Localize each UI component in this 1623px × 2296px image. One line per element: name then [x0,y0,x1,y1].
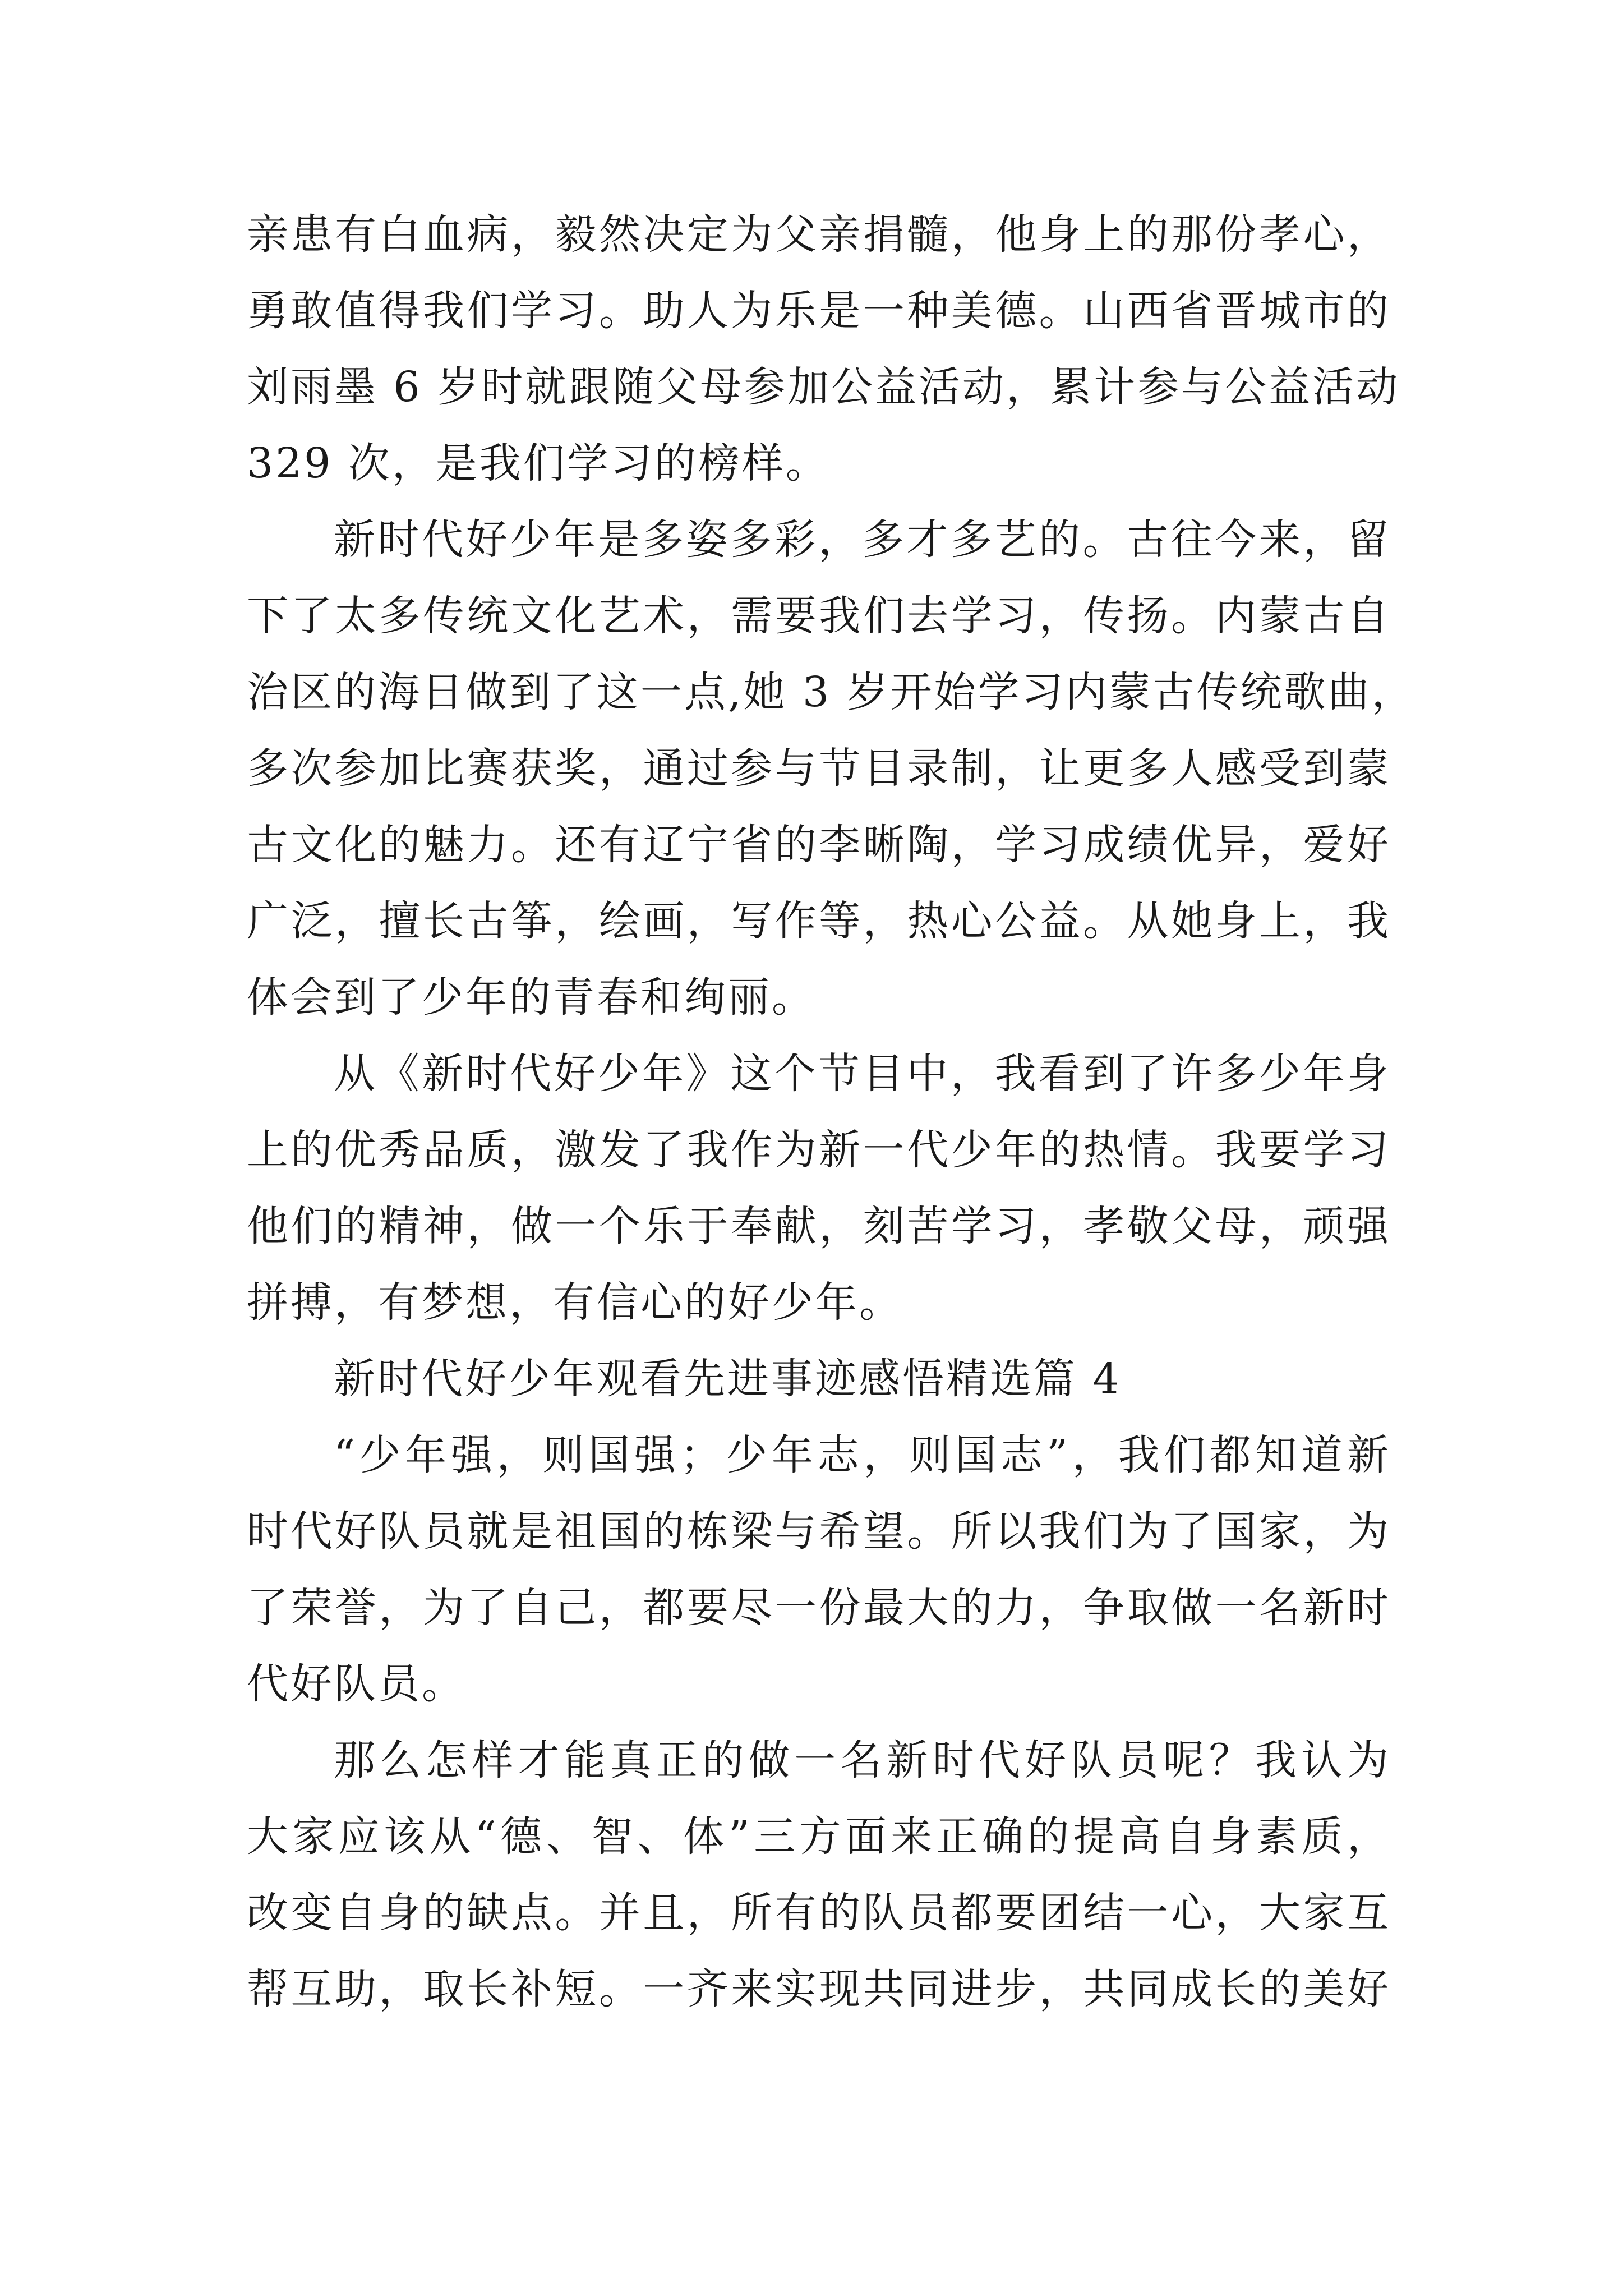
text-line: 新时代好少年观看先进事迹感悟精选篇 4 [334,1355,1122,1403]
text-line: 治区的海日做到了这一点,她 3 岁开始学习内蒙古传统歌曲， [247,668,1415,716]
paragraph-program-reflection [247,1036,1391,1341]
text-line: 亲患有白血病，毅然决定为父亲捐髓，他身上的那份孝心， [247,210,1391,259]
text-line: 他们的精神，做一个乐于奉献，刻苦学习，孝敬父母，顽强 [247,1202,1391,1250]
text-line: 329 次，是我们学习的榜样。 [247,439,829,487]
text-line: 了荣誉，为了自己，都要尽一份最大的力，争取做一名新时 [247,1584,1391,1632]
text-line: 广泛，擅长古筝，绘画，写作等，热心公益。从她身上，我 [247,897,1391,945]
text-line: 下了太多传统文化艺术，需要我们去学习，传扬。内蒙古自 [247,592,1391,640]
text-line: 古文化的魅力。还有辽宁省的李晰陶，学习成绩优异，爱好 [247,821,1391,869]
text-line: 拼搏，有梦想，有信心的好少年。 [247,1278,903,1327]
text-line: 体会到了少年的青春和绚丽。 [247,973,815,1022]
text-line: 代好队员。 [247,1660,465,1708]
text-line: 勇敢值得我们学习。助人为乐是一种美德。山西省晋城市的 [247,287,1391,335]
text-line: 上的优秀品质，激发了我作为新一代少年的热情。我要学习 [247,1126,1391,1174]
text-line: 刘雨墨 6 岁时就跟随父母参加公益活动，累计参与公益活动 [247,363,1400,411]
section-heading-4 [247,1341,1391,1417]
paragraph-culture-art [247,501,1415,1036]
text-line: 帮互助，取长补短。一齐来实现共同进步，共同成长的美好 [247,1965,1391,2013]
paragraph-how-to-be-good [247,1722,1391,2027]
text-line: 新时代好少年是多姿多彩，多才多艺的。古往今来，留 [334,516,1391,564]
paragraph-youth-strong [247,1417,1391,1722]
paragraph-filial-piety [247,196,1400,501]
text-line: 改变自身的缺点。并且，所有的队员都要团结一心，大家互 [247,1889,1391,1937]
text-line: 大家应该从“德、智、体”三方面来正确的提高自身素质， [247,1812,1391,1861]
text-line: 那么怎样才能真正的做一名新时代好队员呢？我认为 [334,1736,1391,1784]
document-page [247,196,1415,2027]
text-line: 多次参加比赛获奖，通过参与节目录制，让更多人感受到蒙 [247,744,1391,793]
text-line: “少年强，则国强；少年志，则国志”，我们都知道新 [334,1431,1391,1479]
text-line: 从《新时代好少年》这个节目中，我看到了许多少年身 [334,1050,1391,1098]
text-line: 时代好队员就是祖国的栋梁与希望。所以我们为了国家，为 [247,1507,1391,1556]
